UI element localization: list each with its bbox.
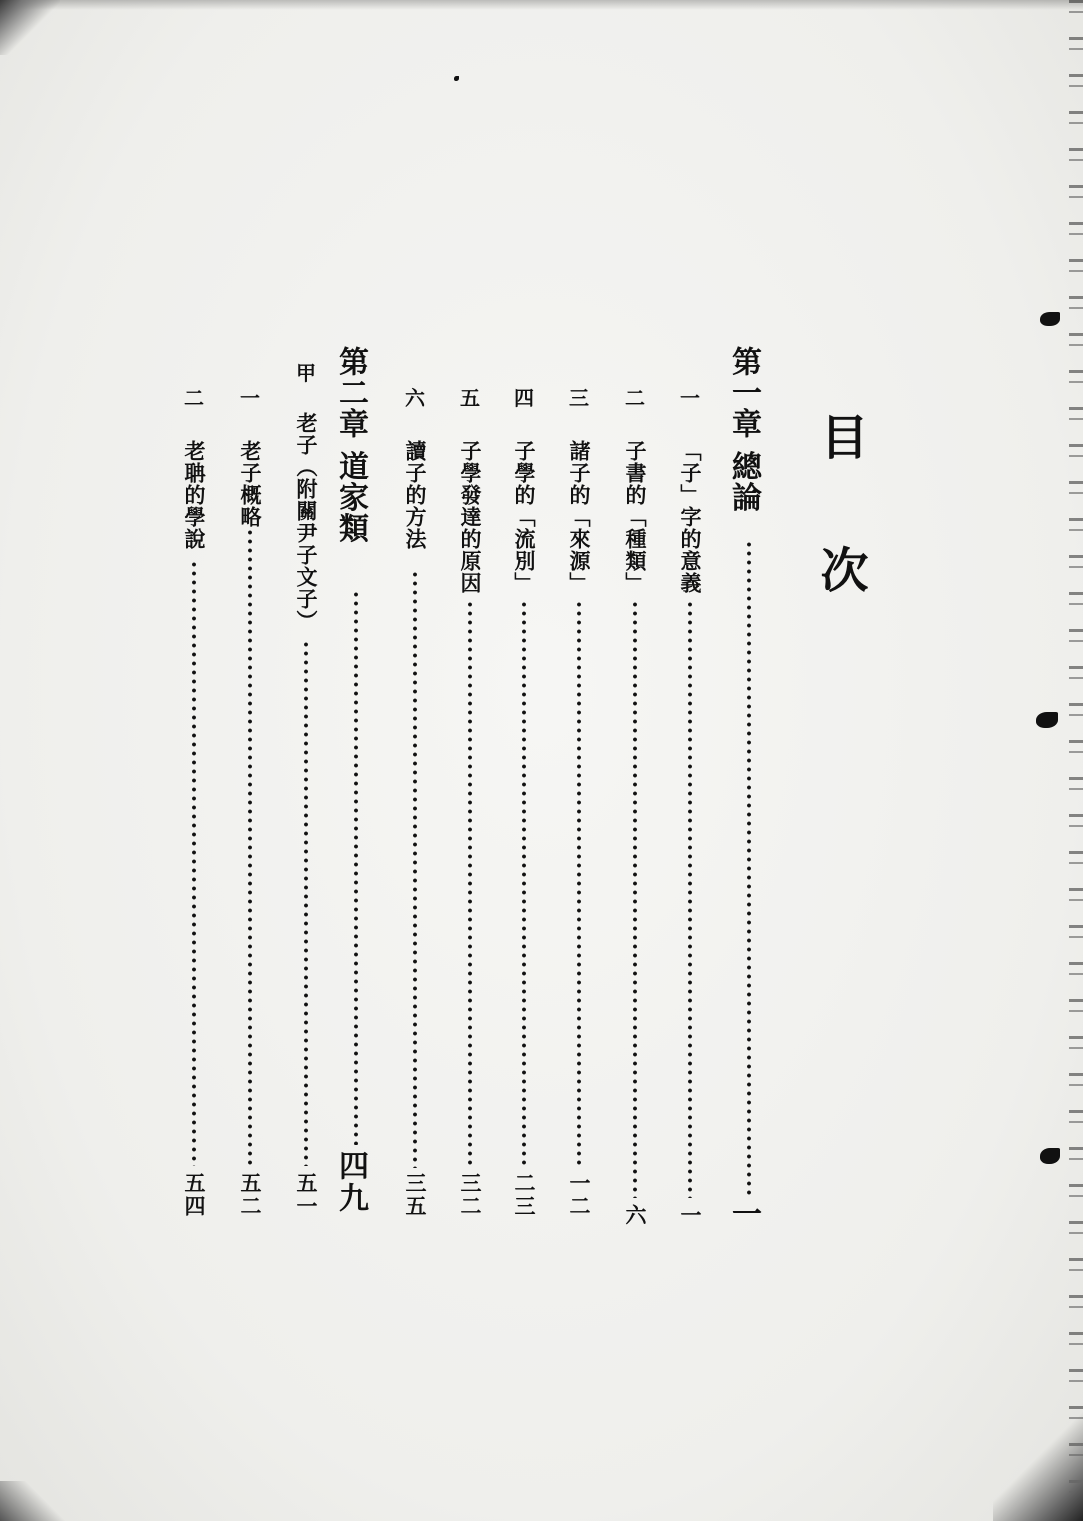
- entry-page-number: 三五: [403, 1172, 428, 1218]
- section-number: 四: [514, 386, 534, 410]
- entry-text: 第二章 道家類: [333, 346, 368, 544]
- dot-leader: [521, 600, 527, 1168]
- toc-title: 目 次: [812, 412, 868, 627]
- toc-section: [233, 0, 267, 1521]
- section-number: 二: [625, 386, 645, 410]
- dot-leader: [353, 590, 359, 1145]
- entry-text: 第一章 總論: [726, 346, 761, 513]
- entry-text: 老子（附關尹子文子）: [294, 412, 319, 632]
- dot-leader: [303, 640, 309, 1166]
- page-top-shadow: [0, 0, 1083, 10]
- section-number: 二: [184, 386, 204, 410]
- section-number: 六: [405, 386, 425, 410]
- page-right-edge-specks: [1069, 0, 1083, 1521]
- toc-section: [507, 0, 541, 1521]
- dot-leader: [247, 528, 253, 1166]
- toc-subhead: [289, 0, 323, 1521]
- ink-blot: [1036, 712, 1058, 728]
- dot-leader: [746, 540, 752, 1195]
- entry-page-number: 三二: [458, 1172, 483, 1218]
- ink-blot: [1040, 312, 1060, 326]
- section-number: 五: [460, 386, 480, 410]
- dot-leader: [576, 600, 582, 1168]
- toc-section: [177, 0, 211, 1521]
- dot-leader: [467, 600, 473, 1168]
- torn-corner-bottom-right: [993, 1391, 1083, 1521]
- toc-section: [618, 0, 652, 1521]
- entry-text: 讀子的方法: [403, 440, 428, 550]
- dot-leader: [191, 560, 197, 1166]
- entry-page-number: 一二: [567, 1172, 592, 1218]
- entry-text: 子書的「種類」: [623, 440, 648, 594]
- toc-chapter-1: [726, 0, 769, 1521]
- toc-section: [453, 0, 487, 1521]
- entry-page-number: 一: [678, 1204, 703, 1227]
- entry-text: 老聃的學說: [182, 440, 207, 550]
- section-number: 一: [680, 386, 700, 410]
- toc-section: [398, 0, 432, 1521]
- entry-text: 子學的「流別」: [512, 440, 537, 594]
- entry-page-number: 六: [623, 1204, 648, 1227]
- dot-leader: [632, 600, 638, 1198]
- dot-leader: [687, 600, 693, 1198]
- entry-text: 「子」字的意義: [678, 440, 703, 594]
- toc-chapter-2: [333, 0, 376, 1521]
- torn-corner-top-left: [0, 0, 60, 55]
- toc-section: [673, 0, 707, 1521]
- section-number: 一: [240, 386, 260, 410]
- toc-section: [562, 0, 596, 1521]
- entry-page-number: 五一: [294, 1172, 319, 1218]
- entry-text: 老子概略: [238, 440, 263, 528]
- subhead-marker: 甲: [296, 361, 316, 385]
- entry-page-number: 五四: [182, 1172, 207, 1218]
- worn-corner-bottom-left: [0, 1481, 70, 1521]
- ink-blot: [1040, 1148, 1060, 1164]
- entry-page-number: 一: [726, 1198, 761, 1230]
- entry-text: 諸子的「來源」: [567, 440, 592, 594]
- entry-page-number: 四九: [333, 1150, 368, 1214]
- section-number: 三: [569, 386, 589, 410]
- entry-page-number: 二三: [512, 1172, 537, 1218]
- dot-leader: [412, 570, 418, 1168]
- entry-text: 子學發達的原因: [458, 440, 483, 594]
- entry-page-number: 五二: [238, 1172, 263, 1218]
